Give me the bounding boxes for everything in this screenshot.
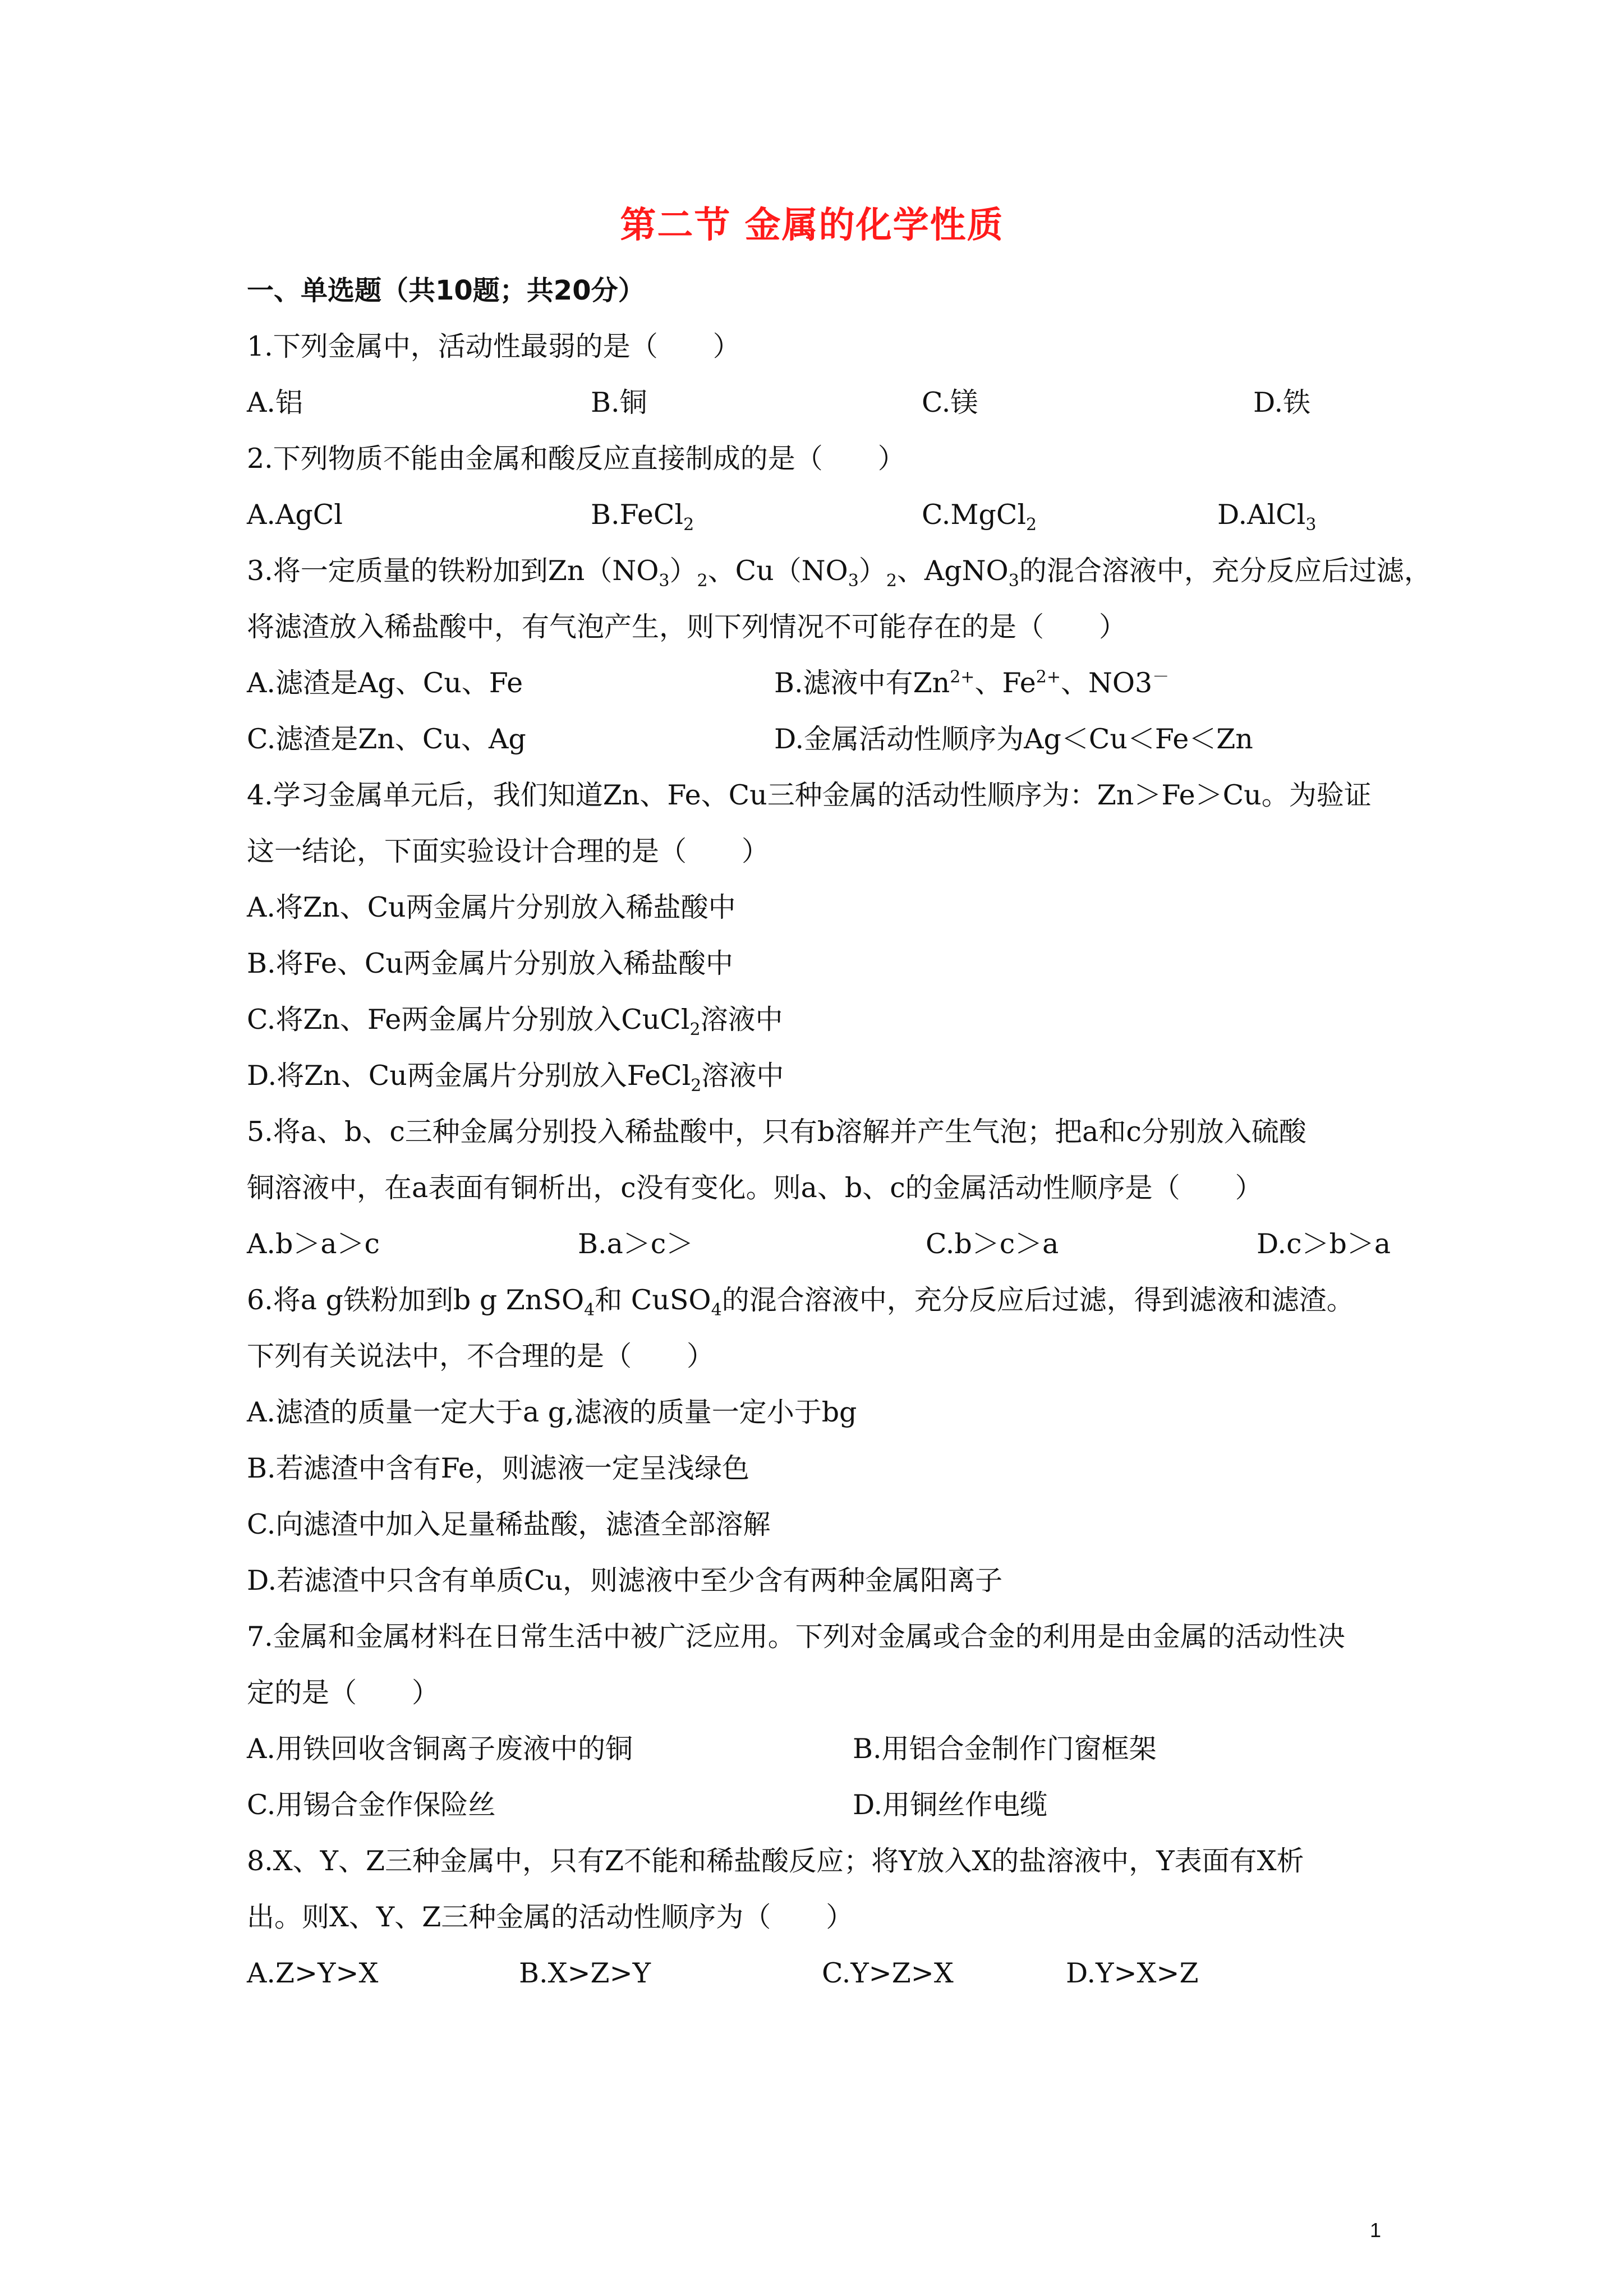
q2-option-b: B.FeCl$_2$ [591, 499, 694, 535]
question-3-stem-line1: 3.将一定质量的铁粉加到$Zn(NO_3)_2$、$Cu(NO_3)_2$、AgNO$_3$的混合溶液中，充分反应后过滤， [247, 555, 1432, 591]
q3-option-b: B.滤液中有$Zn^{2+}$、$Fe^{2+}$、NO3－ [774, 667, 1170, 699]
question-4-stem-line2: 这一结论，下面实验设计合理的是（ ） [247, 835, 770, 867]
page-title: 第二节 金属的化学性质 [620, 205, 1004, 246]
q1-option-d: D.铁 [1253, 386, 1311, 418]
q3-option-a: A.滤渣是Ag、Cu、Fe [247, 667, 523, 699]
q2-option-d: D.AlCl$_3$ [1217, 499, 1317, 535]
q6-option-b: B.若滤渣中含有Fe，则滤液一定呈浅绿色 [247, 1452, 749, 1484]
q2-option-a: A.AgCl [247, 499, 343, 531]
q5-option-c: C.b＞c＞a [926, 1228, 1059, 1260]
q8-option-c: C.Y>Z>X [822, 1957, 954, 1989]
question-4-stem-line1: 4.学习金属单元后，我们知道Zn、Fe、Cu三种金属的活动性顺序为：Zn＞Fe＞Cu。为验证 [247, 779, 1372, 811]
q2-option-c: C.MgCl$_2$ [922, 499, 1037, 535]
page-number: 1 [1370, 2219, 1382, 2242]
q5-option-b: B.a＞c＞ [578, 1228, 694, 1260]
q1-option-c: C.镁 [922, 386, 978, 418]
question-5-stem-line1: 5.将a、b、c三种金属分别投入稀盐酸中，只有b溶解并产生气泡；把a和c分别放入硫酸 [247, 1116, 1306, 1148]
question-7-stem-line1: 7.金属和金属材料在日常生活中被广泛应用。下列对金属或合金的利用是由金属的活动性决 [247, 1621, 1345, 1653]
q4-option-c: C.将Zn、Fe两金属片分别放入CuCl$_2$溶液中 [247, 1004, 783, 1039]
q7-option-d: D.用铜丝作电缆 [853, 1789, 1048, 1821]
question-8-stem-line1: 8.X、Y、Z三种金属中，只有Z不能和稀盐酸反应；将Y放入X的盐溶液中，Y表面有X析 [247, 1845, 1304, 1877]
question-1-stem: 1.下列金属中，活动性最弱的是（ ） [247, 330, 740, 362]
section-heading: 一、单选题（共10题；共20分） [247, 275, 645, 306]
q7-option-c: C.用锡合金作保险丝 [247, 1789, 496, 1821]
question-3-stem-line2: 将滤渣放入稀盐酸中，有气泡产生，则下列情况不可能存在的是（ ） [247, 611, 1127, 643]
question-7-stem-line2: 定的是（ ） [247, 1677, 440, 1709]
q5-option-d: D.c＞b＞a [1257, 1228, 1391, 1260]
q4-option-a: A.将Zn、Cu两金属片分别放入稀盐酸中 [247, 891, 736, 923]
question-8-stem-line2: 出。则X、Y、Z三种金属的活动性顺序为（ ） [247, 1901, 854, 1933]
q8-option-b: B.X>Z>Y [519, 1957, 651, 1989]
q5-option-a: A.b＞a＞c [247, 1228, 380, 1260]
q4-option-b: B.将Fe、Cu两金属片分别放入稀盐酸中 [247, 947, 733, 979]
q8-option-a: A.Z>Y>X [247, 1957, 379, 1989]
question-6-stem-line1: 6.将a g铁粉加到b g ZnSO$_4$和 CuSO$_4$的混合溶液中，充分反应后过滤，得到滤液和滤渣。 [247, 1284, 1354, 1320]
q1-option-a: A.铝 [247, 386, 303, 418]
q8-option-d: D.Y>X>Z [1066, 1957, 1199, 1989]
question-5-stem-line2: 铜溶液中，在a表面有铜析出，c没有变化。则a、b、c的金属活动性顺序是（ ） [247, 1172, 1263, 1204]
q4-option-d: D.将Zn、Cu两金属片分别放入FeCl$_2$溶液中 [247, 1060, 784, 1096]
q7-option-a: A.用铁回收含铜离子废液中的铜 [247, 1733, 633, 1765]
q1-option-b: B.铜 [591, 386, 647, 418]
q6-option-d: D.若滤渣中只含有单质Cu，则滤液中至少含有两种金属阳离子 [247, 1565, 1003, 1596]
q6-option-c: C.向滤渣中加入足量稀盐酸，滤渣全部溶解 [247, 1508, 771, 1540]
question-2-stem: 2.下列物质不能由金属和酸反应直接制成的是（ ） [247, 443, 905, 475]
q3-option-d: D.金属活动性顺序为Ag＜Cu＜Fe＜Zn [774, 723, 1253, 755]
q6-option-a: A.滤渣的质量一定大于a g,滤液的质量一定小于bg [247, 1396, 857, 1428]
question-6-stem-line2: 下列有关说法中，不合理的是（ ） [247, 1340, 715, 1372]
q3-option-c: C.滤渣是Zn、Cu、Ag [247, 723, 526, 755]
q7-option-b: B.用铝合金制作门窗框架 [853, 1733, 1157, 1765]
